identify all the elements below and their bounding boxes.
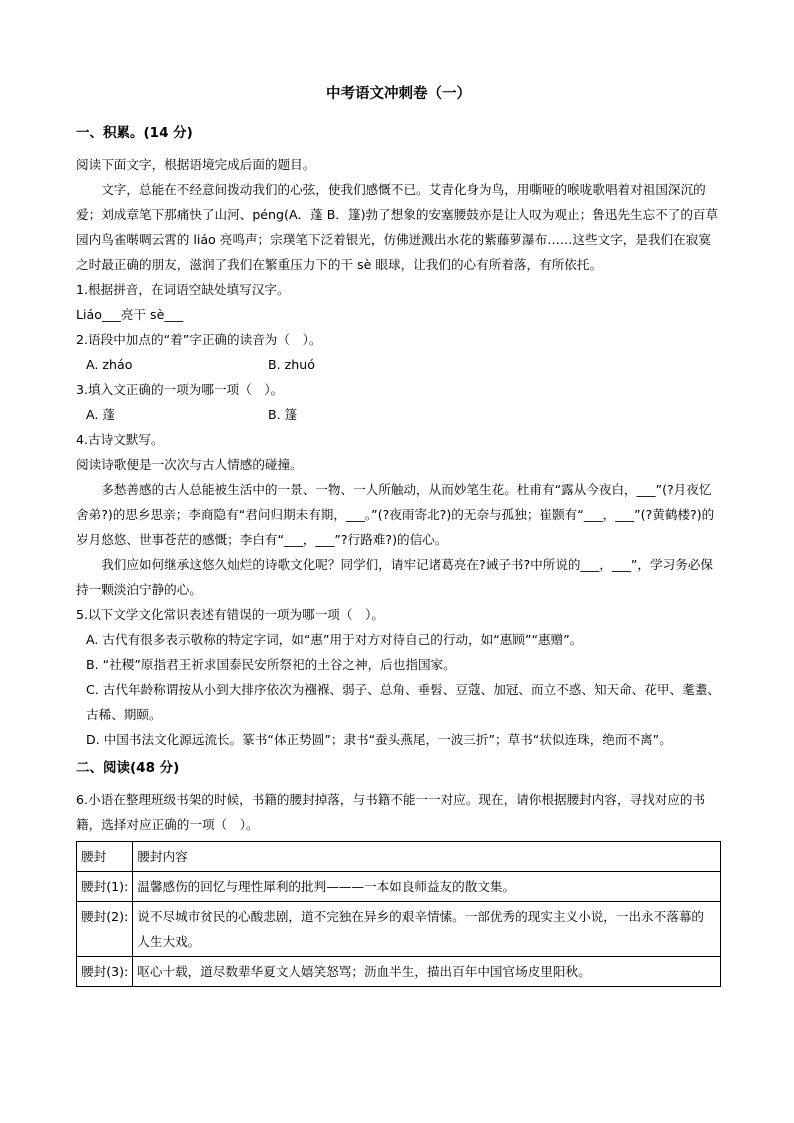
question-5: 5.以下文学文化常识表述有错误的一项为哪一项（ ）。 [76,607,384,622]
q5-option-b: B. “社稷”原指君王祈求国泰民安所祭祀的土谷之神，后也指国家。 [86,657,456,672]
table-cell-content: 温馨感伤的回忆与理性犀利的批判———一本如良师益友的散文集。 [133,872,721,902]
table-row [77,902,721,957]
q5-option-c: C. 古代年龄称谓按从小到大排序依次为襁褓、弱子、总角、垂髫、豆蔻、加冠、而立不惑、知天命、花甲、耄耋、古稀、期颐。 [86,682,720,722]
table-cell-content: 说不尽城市贫民的心酸悲剧，道不完独在异乡的艰辛情愫。一部优秀的现实主义小说，一出永不落幕的人生大戏。 [133,902,721,957]
table-header-row [77,842,721,872]
section-1-passage: 文字，总能在不经意间拨动我们的心弦，使我们感慨不已。艾青化身为鸟，用嘶哑的喉咙歌唱着对祖国深沉的爱；刘成章笔下那痛快了山河、péng(A．蓬 B．篷)勃了想象的安塞腰鼓亦是让人叹为观止；鲁迅先生忘不了的百草园内鸟雀啭啁云霄的 liáo 亮鸣声；宗璞笔下泛着银光，仿佛迸溅出水花的紫藤萝瀑布……这些文字，是我们在寂寞之时最正确的朋友，滋润了我们在繁重压力下的干 sè 眼球，让我们的心有所着落，有所依托。 [76,182,719,272]
question-4-paragraph-2: 我们应如何继承这悠久灿烂的诗歌文化呢？同学们，请牢记诸葛亮在?诫子书?中所说的___，___”，学习务必保持一颗淡泊宁静的心。 [76,557,713,597]
q3-option-b: B. 篷 [268,407,298,422]
table-header-cell: 腰封 [77,842,133,872]
section-1-heading: 一、积累。(14 分) [76,125,193,141]
question-4-intro: 阅读诗歌便是一次次与古人情感的碰撞。 [76,457,303,472]
page-title: 中考语文冲刺卷（一） [326,86,471,102]
exam-page [76,84,721,987]
q5-option-a: A. 古代有很多表示敬称的特定字词，如“惠”用于对方对待自己的行动，如“惠顾”“惠赠”。 [86,632,583,647]
section-2-heading: 二、阅读(48 分) [76,760,180,776]
table-row [77,872,721,902]
question-3: 3.填入文正确的一项为哪一项（ ）。 [76,382,284,397]
question-4: 4.古诗文默写。 [76,432,164,447]
question-2-options [76,352,721,377]
question-3-options [76,402,721,427]
table-row [77,957,721,987]
book-band-table [76,841,721,987]
table-cell-label: 腰封(1): [77,872,133,902]
question-4-paragraph-1: 多愁善感的古人总能被生活中的一景、一物、一人所触动，从而妙笔生花。杜甫有“露从今夜白，___”(?月夜忆舍弟?)的思乡思亲；李商隐有“君问归期未有期，___。”(?夜雨寄北?)的无奈与孤独；崔颢有“___，___”(?黄鹤楼?)的岁月悠悠、世事苍茫的感慨；李白有“___，___”?行路难?)的信心。 [76,482,715,547]
table-header-cell: 腰封内容 [133,842,721,872]
q5-option-d: D. 中国书法文化源远流长。篆书“体正势圆”；隶书“蚕头燕尾，一波三折”；草书“状似连珠，绝而不离”。 [86,732,672,747]
q2-option-a: A. zháo [86,357,133,372]
question-2: 2.语段中加点的“着”字正确的读音为（ ）。 [76,332,322,347]
table-cell-label: 腰封(2): [77,902,133,957]
section-1-intro: 阅读下面文字，根据语境完成后面的题目。 [76,157,316,172]
q3-option-a: A. 蓬 [86,407,115,422]
question-1: 1.根据拼音，在词语空缺处填写汉字。 [76,282,290,297]
table-cell-content: 呕心十载，道尽数辈华夏文人嬉笑怒骂；沥血半生，描出百年中国官场皮里阳秋。 [133,957,721,987]
question-6: 6.小语在整理班级书架的时候，书籍的腰封掉落，与书籍不能一一对应。现在，请你根据腰封内容，寻找对应的书籍，选择对应正确的一项（ ）。 [76,792,706,832]
q2-option-b: B. zhuó [268,357,315,372]
table-cell-label: 腰封(3): [77,957,133,987]
question-1-blanks: Liáo___亮干 sè___ [76,307,184,322]
